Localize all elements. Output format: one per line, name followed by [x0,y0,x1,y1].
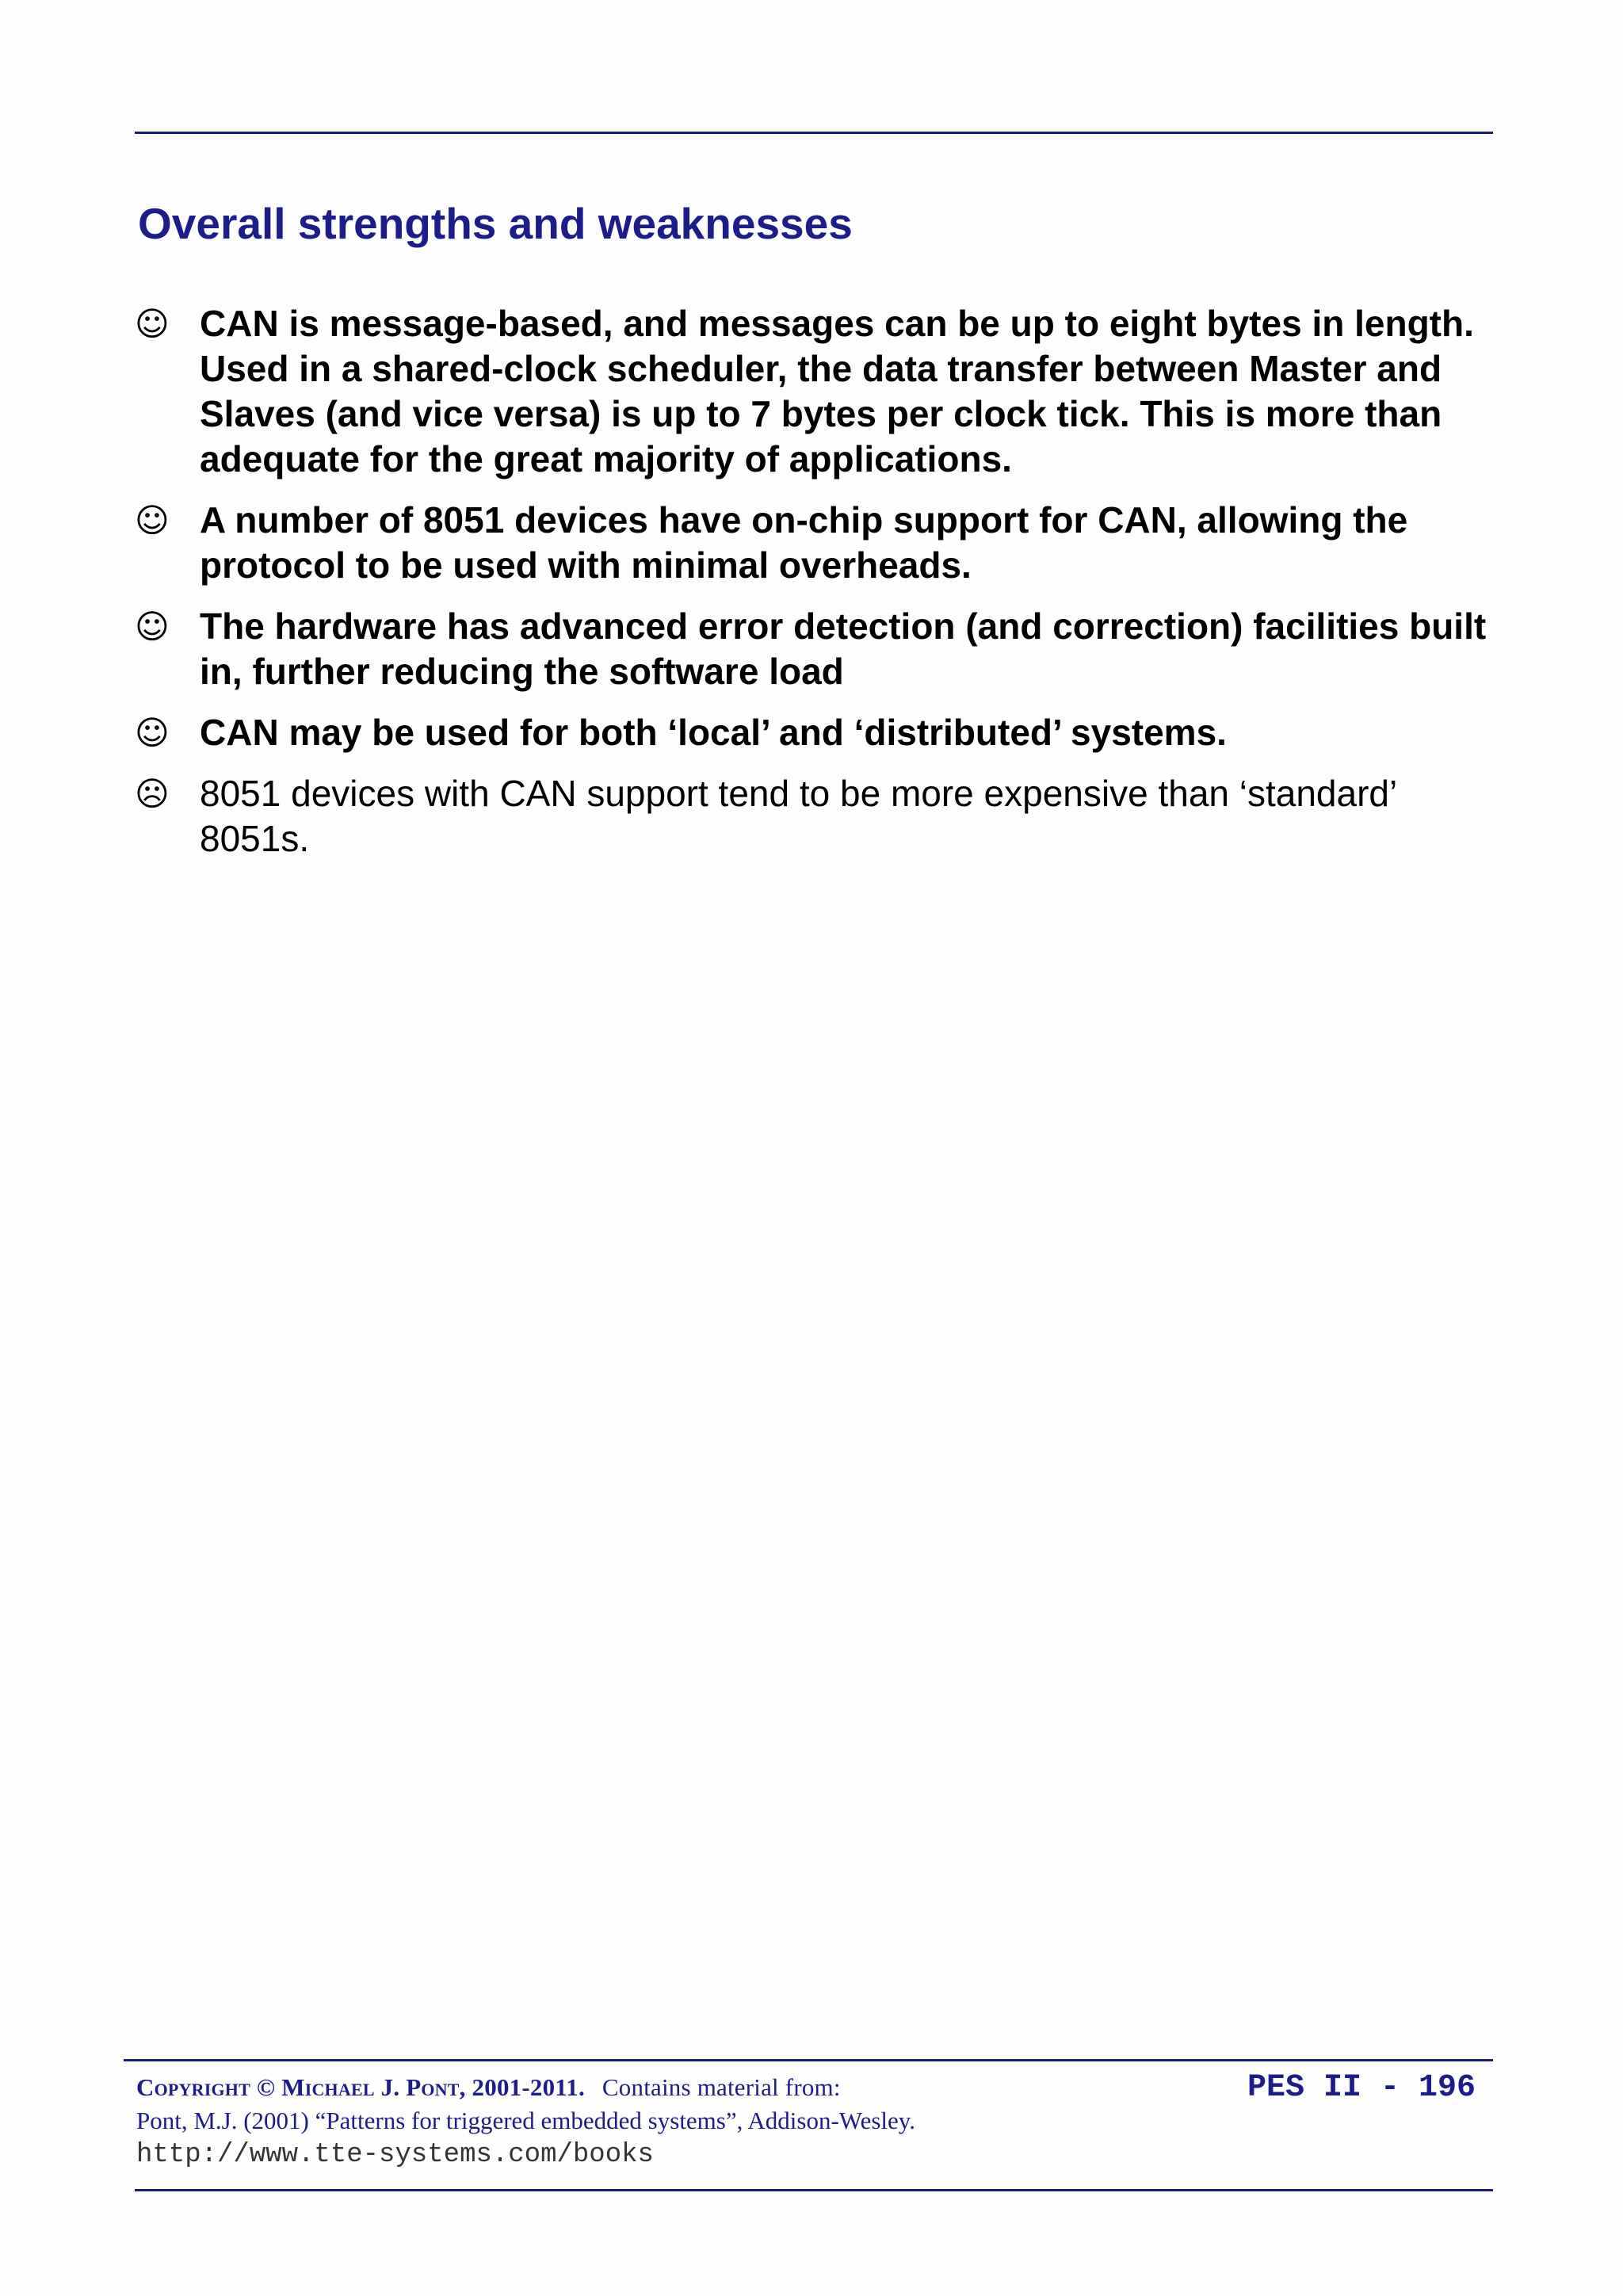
list-item [135,710,1498,755]
frowning-face-icon: ☹ [135,774,170,813]
contains-text: Contains material from: [601,2073,841,2101]
list-item [135,771,1498,861]
list-item [135,604,1498,694]
list-item [135,301,1498,482]
list-item [135,498,1498,588]
bullet-text: CAN is message-based, and messages can be up to eight bytes in length. Used in a shared-clock scheduler, the data transfer between Master and Slaves (and vice versa) is up to 7 bytes per clock tick. This is more than adequate for the great majority of applications. [200,303,1474,479]
footer-bottom-rule [135,2189,1493,2191]
header-rule [135,132,1493,134]
smiley-face-icon: ☺ [135,713,170,752]
footer-top-rule [124,2059,1493,2061]
page-number: PES II - 196 [1247,2070,1476,2106]
bullet-text: A number of 8051 devices have on-chip support for CAN, allowing the protocol to be used with minimal overheads. [200,499,1408,586]
smiley-face-icon: ☺ [135,501,170,540]
reference-text: Pont, M.J. (2001) “Patterns for triggered embedded systems”, Addison-Wesley. [136,2107,916,2134]
footer [136,2070,1484,2170]
bullet-list [135,301,1498,877]
bullet-text: 8051 devices with CAN support tend to be more expensive than ‘standard’ 8051s. [200,773,1396,859]
bullet-text: CAN may be used for both ‘local’ and ‘distributed’ systems. [200,712,1227,753]
copyright-text: Copyright © Michael J. Pont, 2001-2011. [136,2073,585,2101]
book-url[interactable]: http://www.tte-systems.com/books [136,2140,654,2170]
page-title: Overall strengths and weaknesses [138,199,853,248]
bullet-text: The hardware has advanced error detection (and correction) facilities built in, further reducing the software load [200,606,1487,692]
smiley-face-icon: ☺ [135,304,170,343]
smiley-face-icon: ☺ [135,607,170,646]
